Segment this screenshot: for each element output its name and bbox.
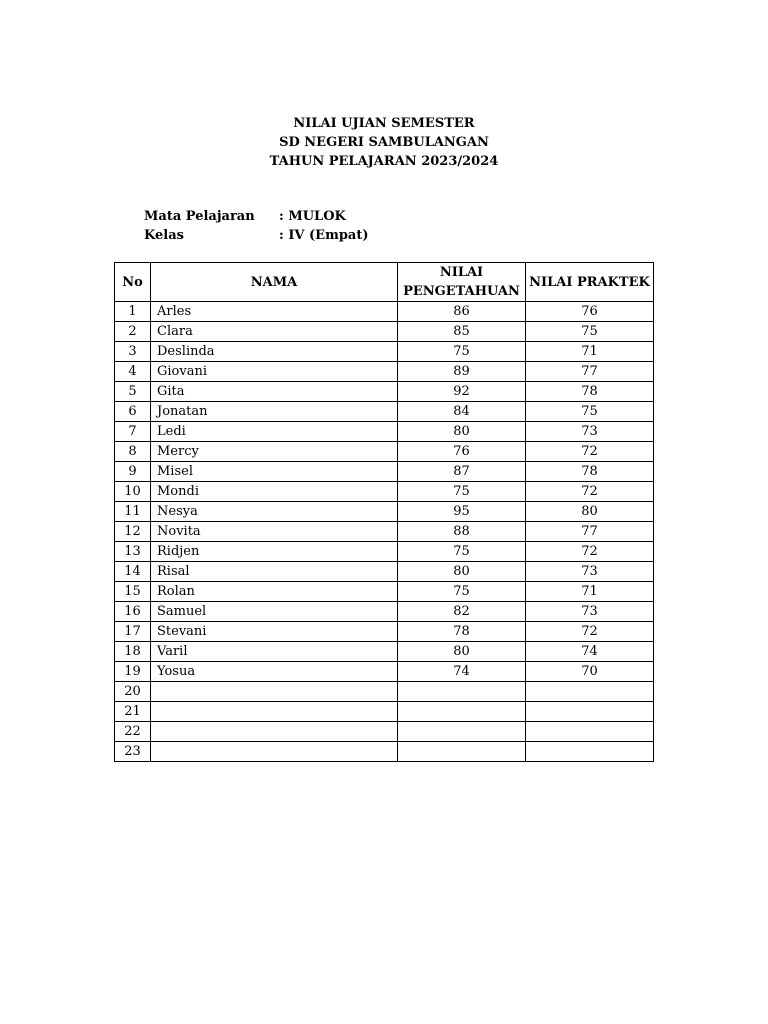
cell-praktek: 73 <box>526 562 654 582</box>
table-row <box>115 362 654 382</box>
cell-pengetahuan: 75 <box>398 342 526 362</box>
cell-nama: Yosua <box>151 662 398 682</box>
table-row <box>115 322 654 342</box>
cell-nama: Misel <box>151 462 398 482</box>
cell-nama: Ledi <box>151 422 398 442</box>
table-row <box>115 442 654 462</box>
meta-subject-value: : MULOK <box>279 209 346 224</box>
cell-no: 3 <box>115 342 151 362</box>
table-row <box>115 462 654 482</box>
table-row <box>115 402 654 422</box>
cell-pengetahuan: 75 <box>398 582 526 602</box>
table-row <box>115 662 654 682</box>
cell-praktek: 72 <box>526 482 654 502</box>
table-row <box>115 542 654 562</box>
column-header-pengetahuan-line2: PENGETAHUAN <box>403 284 520 299</box>
cell-praktek <box>526 702 654 722</box>
table-row <box>115 622 654 642</box>
cell-no: 22 <box>115 722 151 742</box>
cell-pengetahuan: 76 <box>398 442 526 462</box>
cell-pengetahuan: 78 <box>398 622 526 642</box>
table-row <box>115 602 654 622</box>
cell-no: 5 <box>115 382 151 402</box>
cell-no: 14 <box>115 562 151 582</box>
cell-praktek: 76 <box>526 302 654 322</box>
cell-praktek: 71 <box>526 342 654 362</box>
table-row <box>115 722 654 742</box>
cell-pengetahuan: 80 <box>398 562 526 582</box>
cell-no: 9 <box>115 462 151 482</box>
cell-pengetahuan: 84 <box>398 402 526 422</box>
cell-pengetahuan: 89 <box>398 362 526 382</box>
cell-no: 21 <box>115 702 151 722</box>
cell-nama: Nesya <box>151 502 398 522</box>
cell-pengetahuan <box>398 682 526 702</box>
cell-nama <box>151 722 398 742</box>
cell-no: 15 <box>115 582 151 602</box>
cell-pengetahuan: 85 <box>398 322 526 342</box>
cell-praktek: 74 <box>526 642 654 662</box>
column-header-praktek: NILAI PRAKTEK <box>526 263 654 302</box>
column-header-pengetahuan <box>398 263 526 302</box>
cell-praktek <box>526 722 654 742</box>
table-row <box>115 742 654 762</box>
cell-nama: Stevani <box>151 622 398 642</box>
cell-praktek: 78 <box>526 382 654 402</box>
table-row <box>115 562 654 582</box>
cell-praktek: 78 <box>526 462 654 482</box>
cell-praktek: 72 <box>526 442 654 462</box>
cell-praktek: 73 <box>526 602 654 622</box>
cell-nama: Mercy <box>151 442 398 462</box>
cell-nama: Gita <box>151 382 398 402</box>
cell-nama: Ridjen <box>151 542 398 562</box>
meta-subject-row <box>144 207 369 226</box>
cell-pengetahuan: 87 <box>398 462 526 482</box>
heading-school: SD NEGERI SAMBULANGAN <box>279 135 489 150</box>
table-row <box>115 582 654 602</box>
cell-no: 18 <box>115 642 151 662</box>
document-meta <box>144 207 369 245</box>
cell-no: 4 <box>115 362 151 382</box>
cell-no: 7 <box>115 422 151 442</box>
column-header-no: No <box>115 263 151 302</box>
cell-nama: Giovani <box>151 362 398 382</box>
cell-no: 20 <box>115 682 151 702</box>
column-header-nama: NAMA <box>151 263 398 302</box>
cell-nama <box>151 682 398 702</box>
cell-praktek: 77 <box>526 362 654 382</box>
table-row <box>115 302 654 322</box>
table-row <box>115 682 654 702</box>
cell-no: 1 <box>115 302 151 322</box>
table-row <box>115 522 654 542</box>
cell-no: 17 <box>115 622 151 642</box>
cell-nama <box>151 742 398 762</box>
cell-pengetahuan <box>398 742 526 762</box>
cell-nama: Novita <box>151 522 398 542</box>
cell-pengetahuan: 92 <box>398 382 526 402</box>
cell-pengetahuan: 75 <box>398 482 526 502</box>
cell-praktek: 72 <box>526 622 654 642</box>
table-header-row <box>115 263 654 302</box>
table-row <box>115 642 654 662</box>
cell-pengetahuan: 74 <box>398 662 526 682</box>
cell-praktek <box>526 682 654 702</box>
cell-pengetahuan: 82 <box>398 602 526 622</box>
cell-no: 11 <box>115 502 151 522</box>
cell-no: 16 <box>115 602 151 622</box>
meta-subject-label: Mata Pelajaran <box>144 209 255 224</box>
cell-no: 6 <box>115 402 151 422</box>
cell-praktek: 72 <box>526 542 654 562</box>
cell-pengetahuan <box>398 722 526 742</box>
cell-praktek: 75 <box>526 322 654 342</box>
document-heading <box>0 114 768 171</box>
cell-no: 13 <box>115 542 151 562</box>
cell-no: 23 <box>115 742 151 762</box>
cell-praktek <box>526 742 654 762</box>
cell-pengetahuan: 88 <box>398 522 526 542</box>
heading-title: NILAI UJIAN SEMESTER <box>293 116 475 131</box>
cell-praktek: 70 <box>526 662 654 682</box>
cell-praktek: 77 <box>526 522 654 542</box>
table-row <box>115 422 654 442</box>
cell-pengetahuan: 80 <box>398 642 526 662</box>
cell-praktek: 71 <box>526 582 654 602</box>
cell-no: 2 <box>115 322 151 342</box>
table-body <box>115 302 654 762</box>
cell-no: 8 <box>115 442 151 462</box>
cell-no: 12 <box>115 522 151 542</box>
cell-praktek: 80 <box>526 502 654 522</box>
cell-praktek: 73 <box>526 422 654 442</box>
table-row <box>115 382 654 402</box>
table-row <box>115 702 654 722</box>
cell-no: 10 <box>115 482 151 502</box>
cell-nama: Risal <box>151 562 398 582</box>
cell-pengetahuan <box>398 702 526 722</box>
cell-pengetahuan: 86 <box>398 302 526 322</box>
table-row <box>115 502 654 522</box>
cell-nama: Arles <box>151 302 398 322</box>
meta-class-label: Kelas <box>144 228 184 243</box>
cell-no: 19 <box>115 662 151 682</box>
heading-year: TAHUN PELAJARAN 2023/2024 <box>269 154 499 169</box>
cell-nama: Rolan <box>151 582 398 602</box>
cell-nama: Samuel <box>151 602 398 622</box>
column-header-pengetahuan-line1: NILAI <box>439 265 484 280</box>
cell-nama: Mondi <box>151 482 398 502</box>
cell-pengetahuan: 95 <box>398 502 526 522</box>
cell-nama: Clara <box>151 322 398 342</box>
cell-nama: Deslinda <box>151 342 398 362</box>
cell-nama <box>151 702 398 722</box>
cell-pengetahuan: 75 <box>398 542 526 562</box>
meta-class-row <box>144 226 369 245</box>
meta-class-value: : IV (Empat) <box>279 228 369 243</box>
cell-praktek: 75 <box>526 402 654 422</box>
table-row <box>115 342 654 362</box>
grades-table <box>114 262 654 762</box>
cell-pengetahuan: 80 <box>398 422 526 442</box>
cell-nama: Varil <box>151 642 398 662</box>
cell-nama: Jonatan <box>151 402 398 422</box>
table-row <box>115 482 654 502</box>
